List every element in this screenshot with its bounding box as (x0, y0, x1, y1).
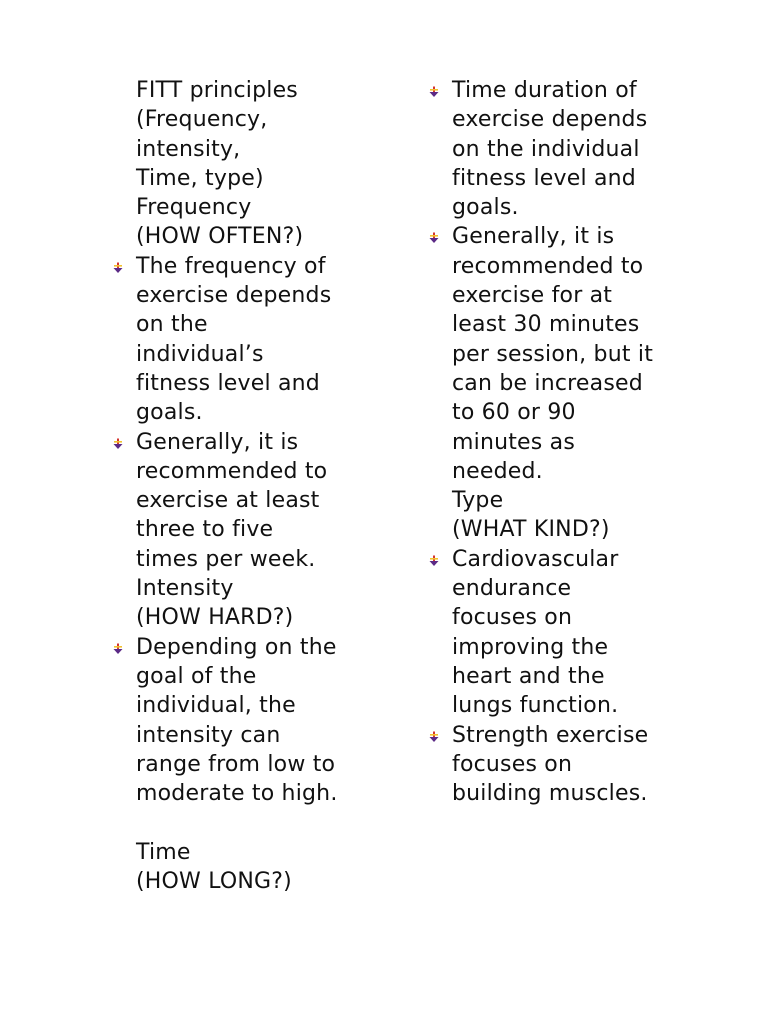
text-line (452, 310, 702, 339)
text-line (136, 662, 386, 691)
text-line (452, 486, 702, 515)
line-text: (HOW HARD?) (136, 605, 294, 631)
text-line (136, 398, 386, 427)
line-text: (Frequency, (136, 107, 268, 133)
line-text: Time (136, 839, 191, 865)
line-text: individual, the (136, 693, 296, 719)
text-line (452, 193, 702, 222)
text-line (452, 428, 702, 457)
line-text: per session, but it (452, 341, 654, 367)
line-text: can be increased (452, 370, 643, 396)
line-text: goals. (136, 400, 203, 426)
line-text: focuses on (452, 751, 573, 777)
line-text: exercise at least (136, 488, 320, 514)
bullet-line (452, 721, 702, 750)
line-text: Time duration of (452, 78, 637, 103)
line-text: minutes as (452, 429, 575, 455)
line-text: Strength exercise (452, 722, 649, 748)
line-text: focuses on (452, 605, 573, 631)
text-line (452, 750, 702, 779)
line-text: goal of the (136, 663, 257, 689)
text-line (452, 252, 702, 281)
text-line (452, 574, 702, 603)
text-line (136, 545, 386, 574)
line-text: to 60 or 90 (452, 400, 576, 426)
line-text: Generally, it is (452, 224, 615, 250)
text-line (136, 515, 386, 544)
arrow-down-bullet-icon (112, 643, 124, 655)
line-text: moderate to high. (136, 781, 338, 807)
line-text: FITT principles (136, 78, 298, 103)
line-text: Generally, it is (136, 429, 299, 455)
text-line (452, 603, 702, 632)
text-line (136, 164, 386, 193)
line-text: Cardiovascular (452, 546, 619, 572)
arrow-down-bullet-icon (428, 555, 440, 567)
line-text: (HOW LONG?) (136, 869, 292, 895)
line-text: exercise for at (452, 283, 613, 309)
text-line (136, 486, 386, 515)
line-text: exercise depends (452, 107, 648, 133)
text-line (136, 76, 386, 105)
text-line (452, 662, 702, 691)
line-text: fitness level and (136, 370, 320, 396)
text-line (452, 633, 702, 662)
line-text: Frequency (136, 195, 252, 221)
text-line (136, 310, 386, 339)
text-line (452, 691, 702, 720)
text-line (136, 779, 386, 808)
text-line (136, 369, 386, 398)
text-line (452, 457, 702, 486)
line-text: The frequency of (136, 253, 326, 279)
arrow-down-bullet-icon (428, 232, 440, 244)
line-text: intensity can (136, 722, 281, 748)
bullet-line (136, 428, 386, 457)
line-text: endurance (452, 576, 572, 602)
text-line (452, 164, 702, 193)
text-line (136, 867, 386, 896)
text-line (452, 135, 702, 164)
line-text: times per week. (136, 546, 316, 572)
line-text: heart and the (452, 663, 605, 689)
text-line (136, 838, 386, 867)
text-line (452, 105, 702, 134)
line-text: recommended to (136, 458, 328, 484)
bullet-line (136, 633, 386, 662)
line-text: improving the (452, 634, 609, 660)
text-line (136, 281, 386, 310)
arrow-down-bullet-icon (428, 86, 440, 98)
text-line (136, 105, 386, 134)
line-text: range from low to (136, 751, 336, 777)
right-text-column (452, 76, 702, 808)
line-text: on the individual (452, 136, 640, 162)
line-text: (WHAT KIND?) (452, 517, 610, 543)
line-text: lungs function. (452, 693, 619, 719)
line-text: three to five (136, 517, 274, 543)
line-text: least 30 minutes (452, 312, 640, 338)
bullet-line (136, 252, 386, 281)
text-line (452, 369, 702, 398)
line-text: exercise depends (136, 283, 332, 309)
arrow-down-bullet-icon (112, 262, 124, 274)
left-text-column (136, 76, 386, 896)
line-text: building muscles. (452, 781, 648, 807)
text-line (136, 750, 386, 779)
text-line (136, 457, 386, 486)
text-line (136, 574, 386, 603)
text-line (136, 340, 386, 369)
line-text: recommended to (452, 253, 644, 279)
line-text: goals. (452, 195, 519, 221)
text-line (452, 281, 702, 310)
line-text: Time, type) (136, 165, 264, 191)
line-text: Intensity (136, 576, 234, 602)
text-line (452, 398, 702, 427)
bullet-line (452, 222, 702, 251)
line-text: Depending on the (136, 634, 337, 660)
arrow-down-bullet-icon (428, 731, 440, 743)
bullet-line (452, 76, 702, 105)
line-text: Type (452, 488, 504, 514)
text-line (136, 603, 386, 632)
line-text: needed. (452, 458, 543, 484)
text-line (136, 808, 386, 837)
text-line (452, 779, 702, 808)
text-line (136, 721, 386, 750)
text-line (452, 340, 702, 369)
line-text: (HOW OFTEN?) (136, 224, 304, 250)
bullet-line (452, 545, 702, 574)
text-line (136, 135, 386, 164)
line-text: on the (136, 312, 208, 338)
text-line (136, 193, 386, 222)
line-text: fitness level and (452, 165, 636, 191)
text-line (136, 691, 386, 720)
line-text: intensity, (136, 136, 241, 162)
line-text: individual’s (136, 341, 264, 367)
text-line (136, 222, 386, 251)
text-line (452, 515, 702, 544)
arrow-down-bullet-icon (112, 438, 124, 450)
